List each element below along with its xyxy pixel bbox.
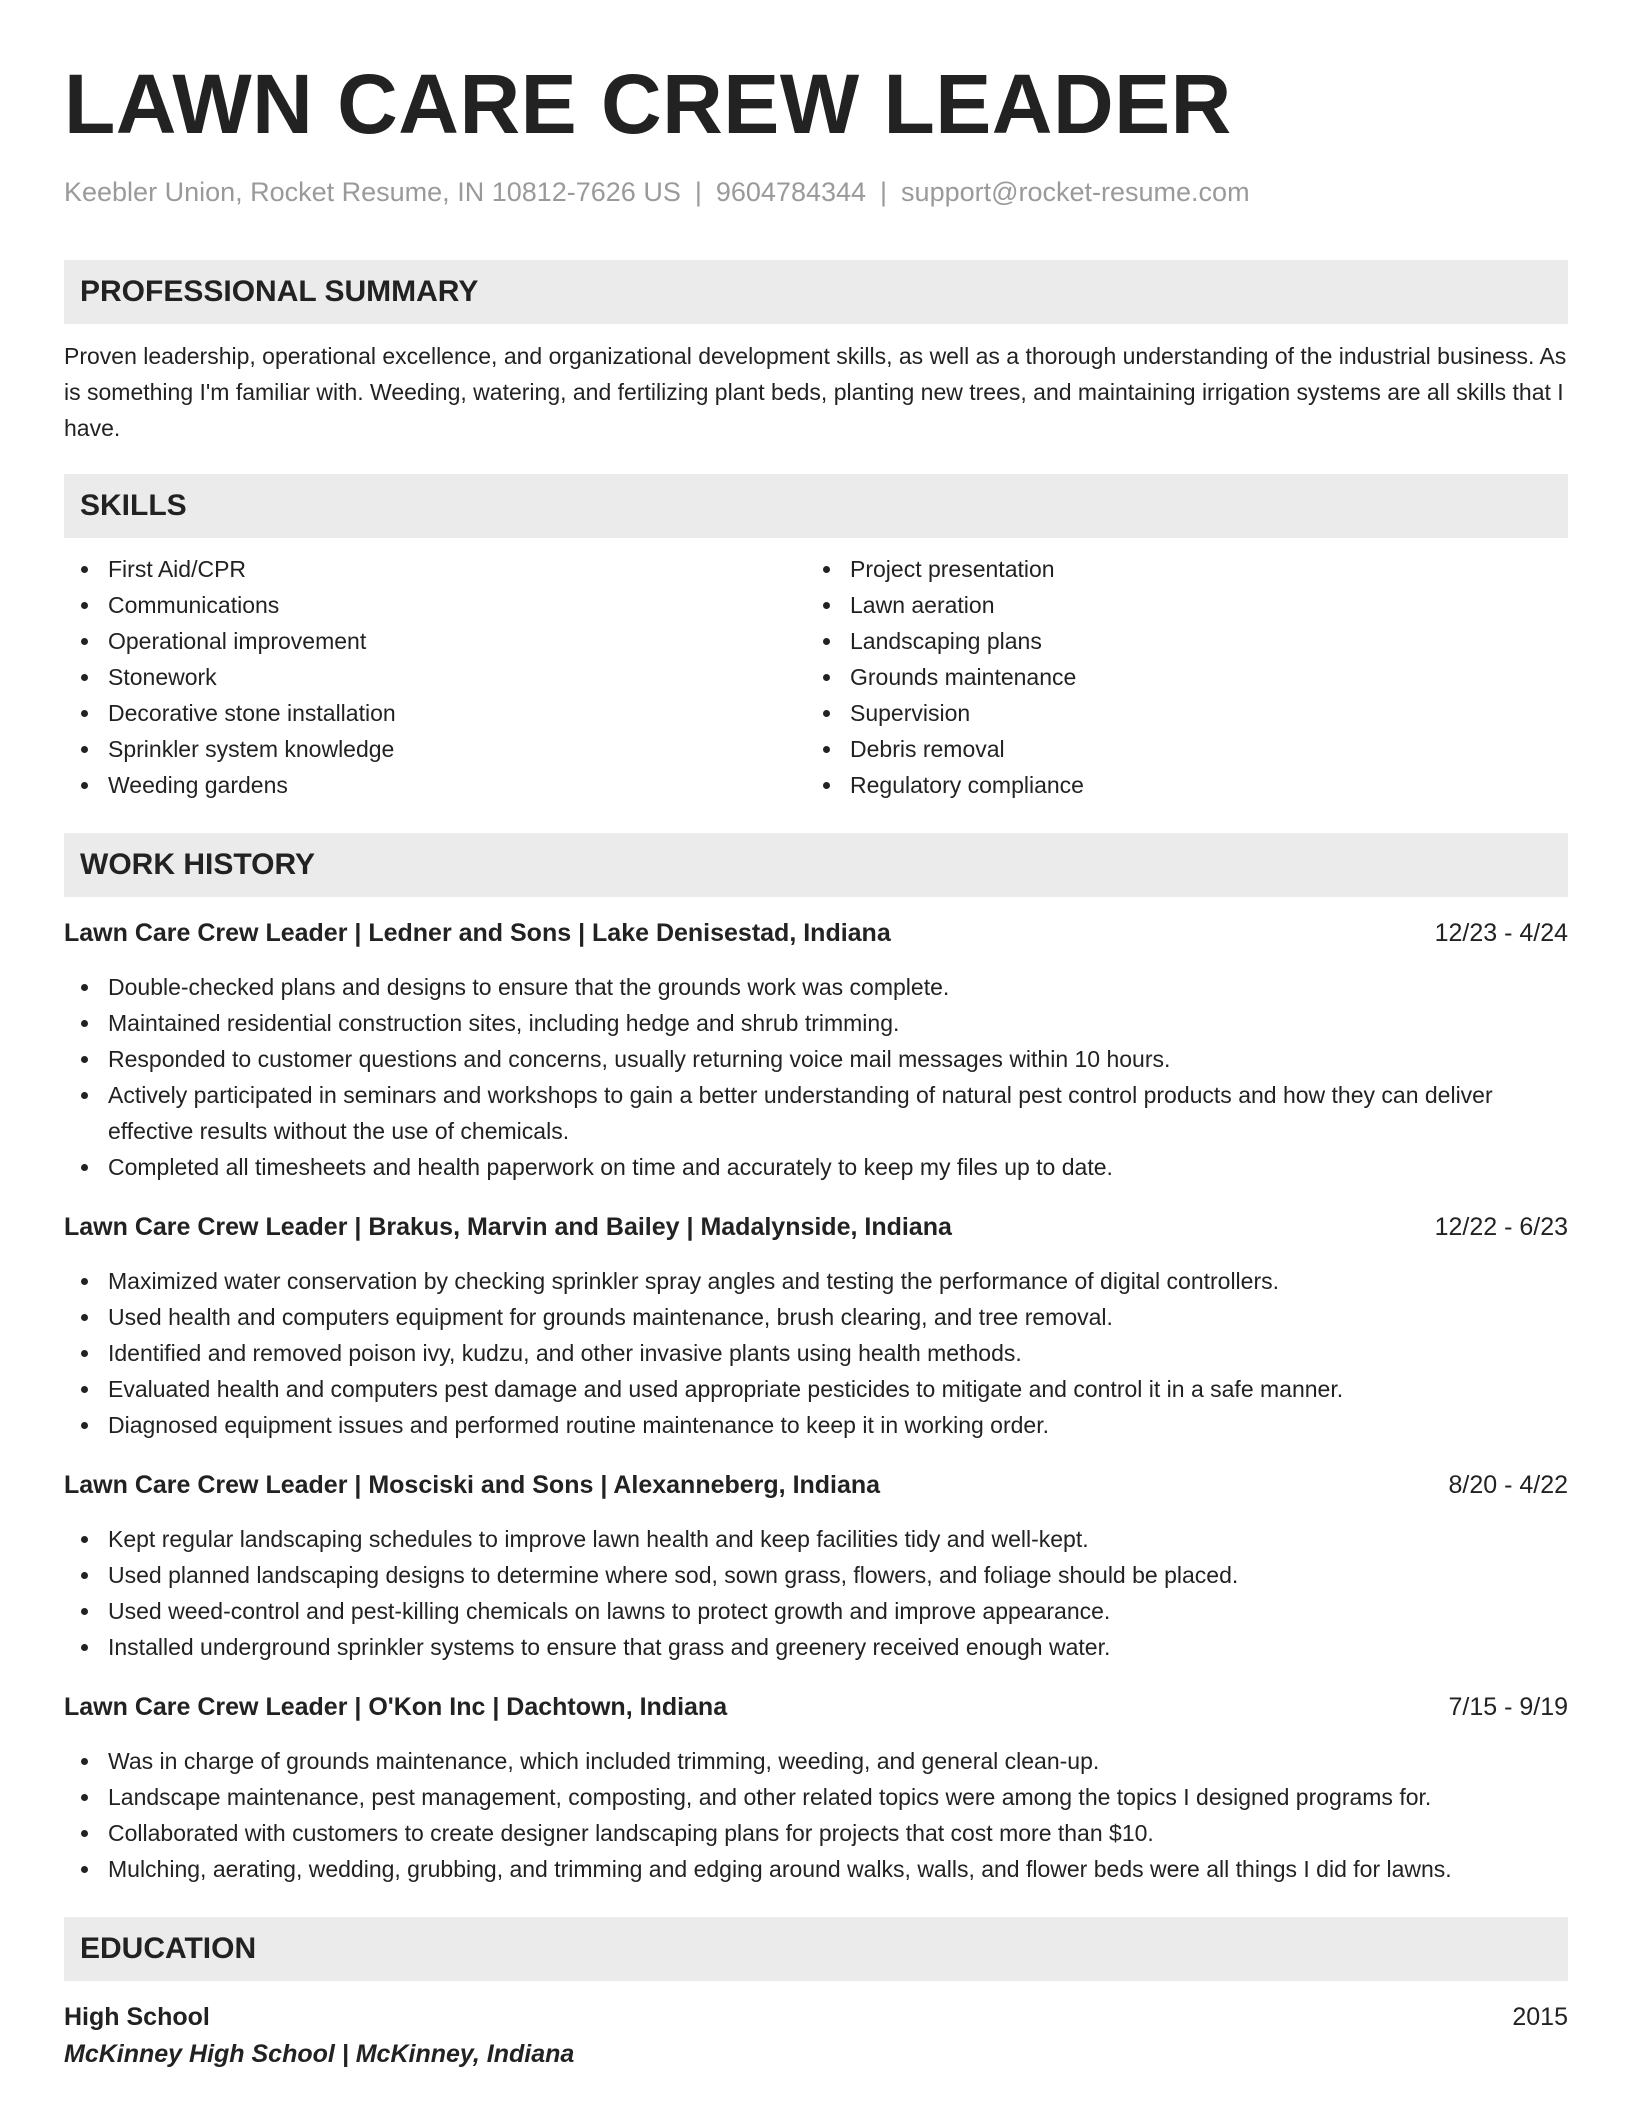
education-section bbox=[64, 1917, 1568, 2073]
skill-item: Supervision bbox=[806, 695, 1548, 731]
skill-item: Stonework bbox=[64, 659, 806, 695]
contact-line bbox=[64, 174, 1568, 210]
job-dates: 12/22 - 6/23 bbox=[1434, 1213, 1568, 1241]
summary-section bbox=[64, 260, 1568, 446]
contact-separator: | bbox=[694, 177, 702, 207]
job-bullet: Mulching, aerating, wedding, grubbing, and trimming and edging around walks, walls, and flower beds were all things I did for lawns. bbox=[64, 1851, 1568, 1887]
job-bullet: Diagnosed equipment issues and performed routine maintenance to keep it in working order. bbox=[64, 1407, 1568, 1443]
job-dates: 8/20 - 4/22 bbox=[1448, 1471, 1568, 1499]
skill-item: Debris removal bbox=[806, 731, 1548, 767]
job-bullets bbox=[64, 1743, 1568, 1887]
skill-item: Operational improvement bbox=[64, 623, 806, 659]
skill-item: First Aid/CPR bbox=[64, 551, 806, 587]
work-history-section bbox=[64, 833, 1568, 1887]
education-heading: EDUCATION bbox=[64, 1917, 1568, 1981]
skill-item: Communications bbox=[64, 587, 806, 623]
skill-item: Project presentation bbox=[806, 551, 1548, 587]
contact-phone: 9604784344 bbox=[715, 177, 867, 207]
job-bullet: Landscape maintenance, pest management, composting, and other related topics were among the topics I designed programs for. bbox=[64, 1779, 1568, 1815]
job-bullet: Completed all timesheets and health paperwork on time and accurately to keep my files up to date. bbox=[64, 1149, 1568, 1185]
job-bullet: Evaluated health and computers pest damage and used appropriate pesticides to mitigate and control it in a safe manner. bbox=[64, 1371, 1568, 1407]
skills-section bbox=[64, 474, 1568, 803]
skill-item: Regulatory compliance bbox=[806, 767, 1548, 803]
job-entry bbox=[64, 1467, 1568, 1665]
work-history-heading: WORK HISTORY bbox=[64, 833, 1568, 897]
job-bullet: Double-checked plans and designs to ensure that the grounds work was complete. bbox=[64, 969, 1568, 1005]
contact-separator: | bbox=[880, 177, 888, 207]
job-entry bbox=[64, 1209, 1568, 1443]
skill-item: Grounds maintenance bbox=[806, 659, 1548, 695]
job-entry bbox=[64, 1689, 1568, 1887]
skills-column-left bbox=[64, 551, 806, 803]
skill-item: Weeding gardens bbox=[64, 767, 806, 803]
job-bullet: Collaborated with customers to create designer landscaping plans for projects that cost more than $10. bbox=[64, 1815, 1568, 1851]
job-dates: 7/15 - 9/19 bbox=[1448, 1693, 1568, 1721]
summary-text: Proven leadership, operational excellence, and organizational development skills, as well as a thorough understanding of the industrial business. As is something I'm familiar with. Weeding, watering, and fertilizing plant beds, planting new trees, and maintaining irrigation systems are all skills that I have. bbox=[64, 343, 1567, 441]
contact-email: support@rocket-resume.com bbox=[901, 177, 1250, 207]
job-header bbox=[64, 1467, 1568, 1503]
skills-heading: SKILLS bbox=[64, 474, 1568, 538]
candidate-name: LAWN CARE CREW LEADER bbox=[64, 57, 1232, 151]
job-bullets bbox=[64, 1263, 1568, 1443]
job-bullets bbox=[64, 1521, 1568, 1665]
contact-address: Keebler Union, Rocket Resume, IN 10812-7626 US bbox=[64, 177, 681, 207]
education-header bbox=[64, 1999, 1568, 2035]
education-school: McKinney High School | McKinney, Indiana bbox=[64, 2040, 575, 2068]
job-title: Lawn Care Crew Leader | Ledner and Sons | Lake Denisestad, Indiana bbox=[64, 919, 891, 947]
job-bullet: Responded to customer questions and concerns, usually returning voice mail messages within 10 hours. bbox=[64, 1041, 1568, 1077]
skill-item: Landscaping plans bbox=[806, 623, 1548, 659]
job-title: Lawn Care Crew Leader | Brakus, Marvin and Bailey | Madalynside, Indiana bbox=[64, 1213, 952, 1241]
education-year: 2015 bbox=[1512, 2003, 1568, 2031]
job-title: Lawn Care Crew Leader | O'Kon Inc | Dachtown, Indiana bbox=[64, 1693, 728, 1721]
job-bullet: Identified and removed poison ivy, kudzu, and other invasive plants using health methods. bbox=[64, 1335, 1568, 1371]
job-header bbox=[64, 1689, 1568, 1725]
job-bullet: Maximized water conservation by checking sprinkler spray angles and testing the performance of digital controllers. bbox=[64, 1263, 1568, 1299]
skill-item: Lawn aeration bbox=[806, 587, 1548, 623]
summary-heading: PROFESSIONAL SUMMARY bbox=[64, 260, 1568, 324]
job-title: Lawn Care Crew Leader | Mosciski and Sons | Alexanneberg, Indiana bbox=[64, 1471, 881, 1499]
skill-item: Sprinkler system knowledge bbox=[64, 731, 806, 767]
job-entry bbox=[64, 915, 1568, 1185]
job-header bbox=[64, 915, 1568, 951]
job-bullet: Used health and computers equipment for grounds maintenance, brush clearing, and tree removal. bbox=[64, 1299, 1568, 1335]
job-bullet: Was in charge of grounds maintenance, which included trimming, weeding, and general clean-up. bbox=[64, 1743, 1568, 1779]
job-bullet: Kept regular landscaping schedules to improve lawn health and keep facilities tidy and well-kept. bbox=[64, 1521, 1568, 1557]
job-bullet: Actively participated in seminars and workshops to gain a better understanding of natural pest control products and how they can deliver effective results without the use of chemicals. bbox=[64, 1077, 1568, 1149]
job-bullets bbox=[64, 969, 1568, 1185]
skills-grid bbox=[64, 551, 1568, 803]
job-bullet: Maintained residential construction sites, including hedge and shrub trimming. bbox=[64, 1005, 1568, 1041]
job-header bbox=[64, 1209, 1568, 1245]
job-bullet: Used planned landscaping designs to determine where sod, sown grass, flowers, and foliage should be placed. bbox=[64, 1557, 1568, 1593]
job-bullet: Installed underground sprinkler systems to ensure that grass and greenery received enough water. bbox=[64, 1629, 1568, 1665]
skill-item: Decorative stone installation bbox=[64, 695, 806, 731]
job-bullet: Used weed-control and pest-killing chemicals on lawns to protect growth and improve appearance. bbox=[64, 1593, 1568, 1629]
skills-column-right bbox=[806, 551, 1548, 803]
job-dates: 12/23 - 4/24 bbox=[1434, 919, 1568, 947]
education-degree: High School bbox=[64, 2003, 210, 2031]
